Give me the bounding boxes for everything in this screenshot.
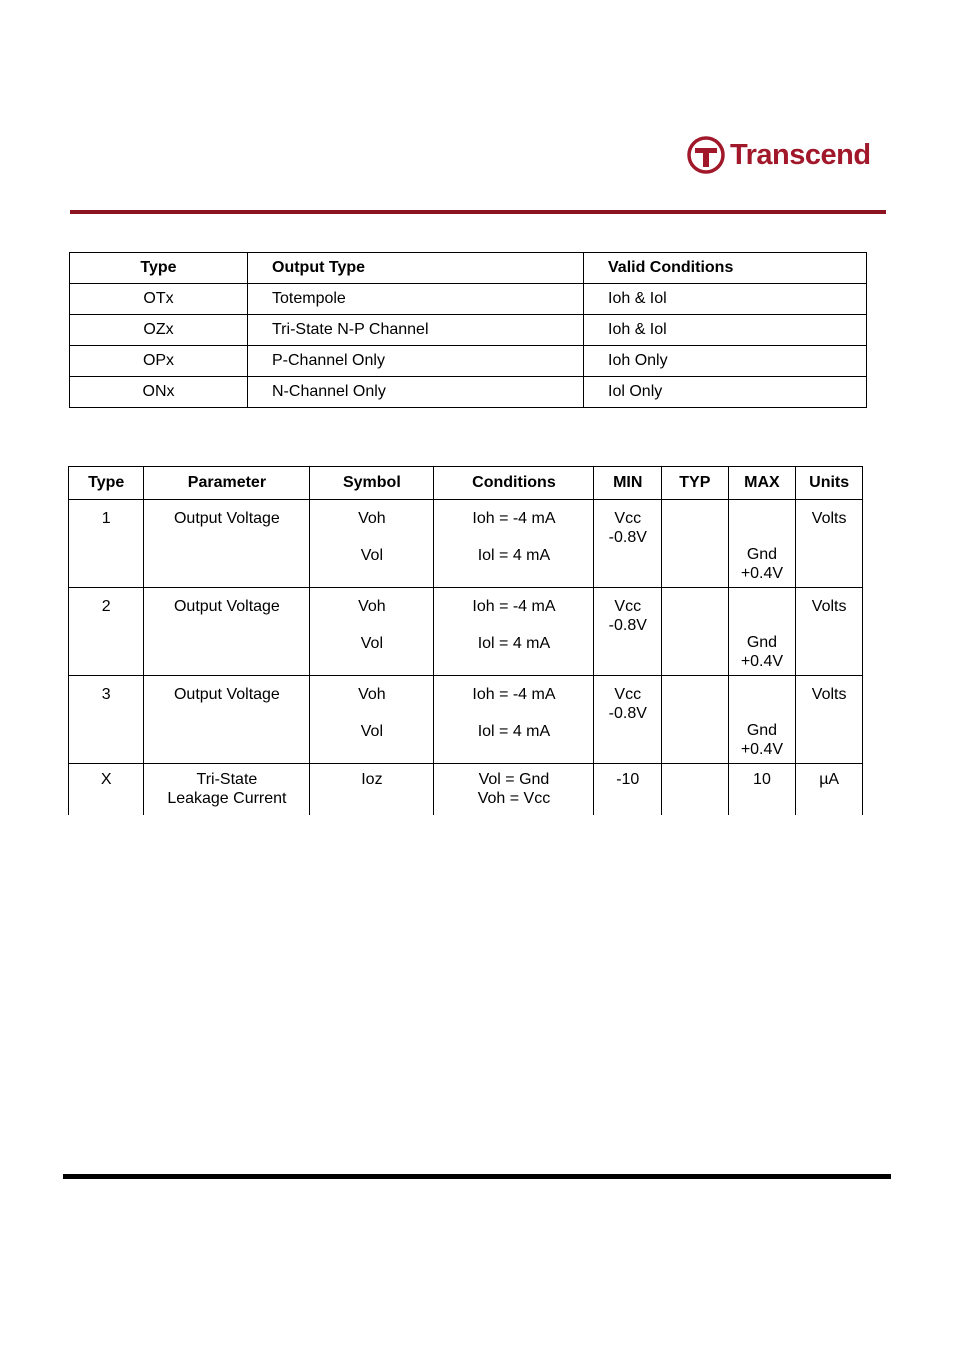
- conditions-cell: [434, 676, 594, 764]
- table-row: [69, 676, 863, 764]
- table-row: [70, 346, 867, 377]
- typ-cell: [662, 764, 729, 815]
- max-line-1: Gnd: [746, 546, 778, 563]
- condition-line-1: Vol = Gnd: [478, 771, 550, 788]
- parameter-cell: Output Voltage: [144, 676, 310, 764]
- type-cell: 1: [69, 500, 144, 588]
- header-cell: MIN: [594, 467, 662, 500]
- header-cell: Output Type: [248, 253, 584, 284]
- symbol-high: Voh: [358, 598, 386, 615]
- type-cell: OPx: [70, 346, 248, 377]
- symbol-high: Voh: [358, 686, 386, 703]
- condition-low: Iol = 4 mA: [477, 635, 551, 652]
- symbol-low: Vol: [360, 723, 384, 740]
- parameter-cell: Output Voltage: [144, 500, 310, 588]
- condition-low: Iol = 4 mA: [477, 723, 551, 740]
- parameter-line-1: Tri-State: [196, 771, 258, 788]
- header-divider: [70, 210, 886, 214]
- conditions-cell: [434, 500, 594, 588]
- parameter-line-2: Leakage Current: [167, 790, 287, 807]
- max-line-2: +0.4V: [740, 741, 784, 758]
- valid-conditions-cell: Ioh & Iol: [584, 315, 867, 346]
- type-cell: ONx: [70, 377, 248, 408]
- min-line-1: Vcc: [614, 598, 642, 615]
- max-cell: 10: [728, 764, 796, 815]
- output-type-cell: Totempole: [248, 284, 584, 315]
- symbol-low: Vol: [360, 547, 384, 564]
- header-cell: Conditions: [434, 467, 594, 500]
- header-cell: Valid Conditions: [584, 253, 867, 284]
- type-cell: 2: [69, 588, 144, 676]
- min-line-2: -0.8V: [608, 617, 647, 634]
- table-header-row: [69, 467, 863, 500]
- symbol-low: Vol: [360, 635, 384, 652]
- symbol-cell: Ioz: [310, 764, 434, 815]
- header-cell: Type: [69, 467, 144, 500]
- parameter-cell: [144, 764, 310, 815]
- symbol-cell: [310, 500, 434, 588]
- condition-high: Ioh = -4 mA: [472, 510, 556, 527]
- table-row: [69, 764, 863, 815]
- min-line-1: Vcc: [614, 510, 642, 527]
- symbol-cell: [310, 676, 434, 764]
- max-line-1: Gnd: [746, 634, 778, 651]
- min-line-2: -0.8V: [608, 705, 647, 722]
- valid-conditions-cell: Ioh Only: [584, 346, 867, 377]
- symbol-high: Voh: [358, 510, 386, 527]
- dc-characteristics-table: [68, 466, 863, 815]
- output-types-table: [69, 252, 867, 408]
- condition-high: Ioh = -4 mA: [472, 686, 556, 703]
- valid-conditions-cell: Iol Only: [584, 377, 867, 408]
- brand-logo: [686, 134, 871, 176]
- max-line-1: Gnd: [746, 722, 778, 739]
- brand-name: Transcend: [730, 139, 871, 171]
- table-row: [69, 588, 863, 676]
- min-line-2: -0.8V: [608, 529, 647, 546]
- type-cell: OTx: [70, 284, 248, 315]
- conditions-cell: [434, 764, 594, 815]
- parameter-cell: Output Voltage: [144, 588, 310, 676]
- output-type-cell: N-Channel Only: [248, 377, 584, 408]
- output-type-cell: P-Channel Only: [248, 346, 584, 377]
- typ-cell: [662, 500, 729, 588]
- header-cell: Units: [796, 467, 863, 500]
- symbol-cell: [310, 588, 434, 676]
- typ-cell: [662, 676, 729, 764]
- header-cell: MAX: [728, 467, 796, 500]
- units-cell: Volts: [796, 500, 863, 588]
- units-cell: Volts: [796, 676, 863, 764]
- max-cell: [728, 676, 796, 764]
- header-cell: TYP: [662, 467, 729, 500]
- footer-divider: [63, 1174, 891, 1179]
- header-cell: Symbol: [310, 467, 434, 500]
- table-header-row: [70, 253, 867, 284]
- table-row: [69, 500, 863, 588]
- header-cell: Parameter: [144, 467, 310, 500]
- units-cell: Volts: [796, 588, 863, 676]
- output-type-cell: Tri-State N-P Channel: [248, 315, 584, 346]
- header-cell: Type: [70, 253, 248, 284]
- type-cell: OZx: [70, 315, 248, 346]
- max-cell: [728, 588, 796, 676]
- valid-conditions-cell: Ioh & Iol: [584, 284, 867, 315]
- condition-low: Iol = 4 mA: [477, 547, 551, 564]
- type-cell: 3: [69, 676, 144, 764]
- transcend-logo-icon: [686, 135, 726, 175]
- table-row: [70, 284, 867, 315]
- min-cell: [594, 588, 662, 676]
- min-cell: -10: [594, 764, 662, 815]
- min-cell: [594, 500, 662, 588]
- max-cell: [728, 500, 796, 588]
- condition-line-2: Voh = Vcc: [477, 790, 551, 807]
- table-row: [70, 315, 867, 346]
- conditions-cell: [434, 588, 594, 676]
- min-cell: [594, 676, 662, 764]
- max-line-2: +0.4V: [740, 565, 784, 582]
- min-line-1: Vcc: [614, 686, 642, 703]
- units-cell: µA: [796, 764, 863, 815]
- condition-high: Ioh = -4 mA: [472, 598, 556, 615]
- type-cell: X: [69, 764, 144, 815]
- max-line-2: +0.4V: [740, 653, 784, 670]
- table-row: [70, 377, 867, 408]
- typ-cell: [662, 588, 729, 676]
